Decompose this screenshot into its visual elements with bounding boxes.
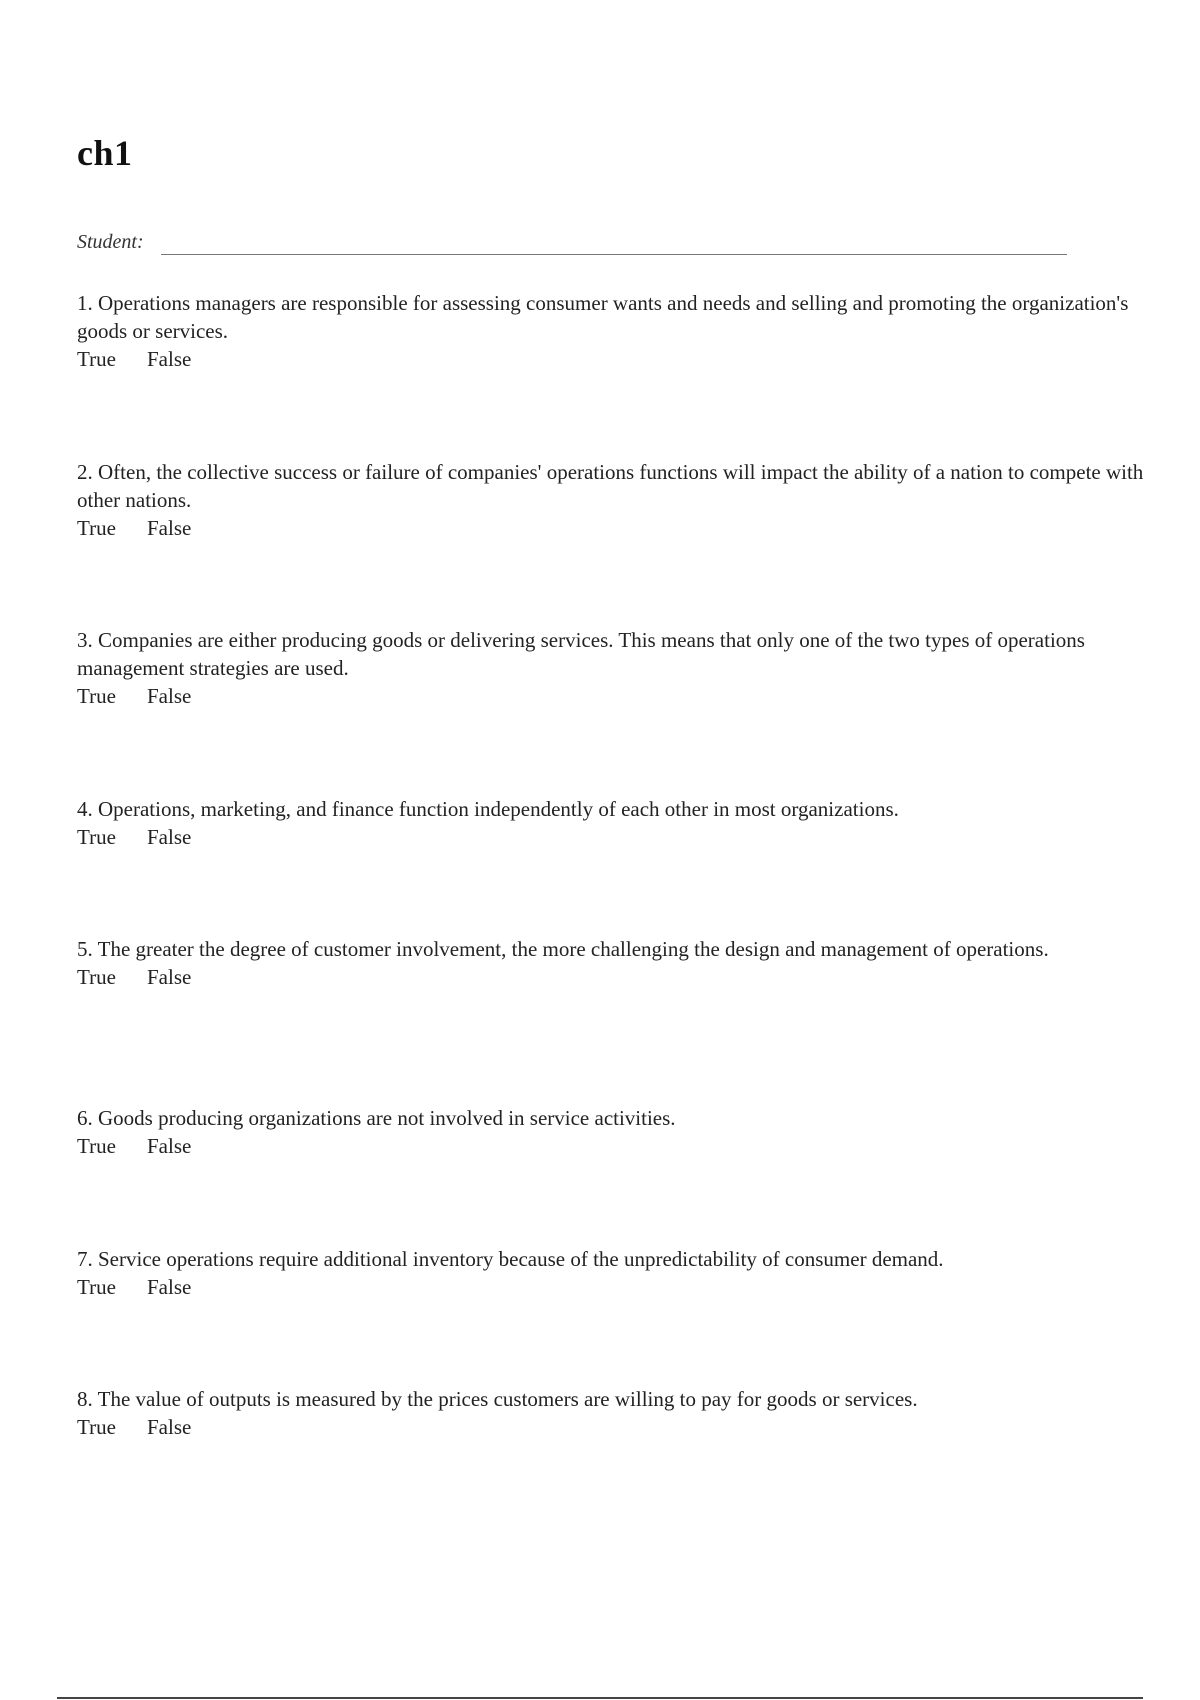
question-3 bbox=[77, 626, 1145, 710]
question-text: 1. Operations managers are responsible for assessing consumer wants and needs and selling and promoting the organization's goods or services. bbox=[77, 291, 1129, 343]
question-text: 3. Companies are either producing goods or delivering services. This means that only one of the two types of operations management strategies are used. bbox=[77, 628, 1085, 680]
true-option[interactable]: True bbox=[77, 1134, 116, 1158]
question-text: 2. Often, the collective success or failure of companies' operations functions will impact the ability of a nation to compete with other nations. bbox=[77, 460, 1144, 512]
answer-options bbox=[77, 1413, 1145, 1441]
false-option[interactable]: False bbox=[147, 965, 192, 989]
question-text: 5. The greater the degree of customer involvement, the more challenging the design and management of operations. bbox=[77, 937, 1049, 961]
student-name-row bbox=[77, 231, 1067, 261]
question-2 bbox=[77, 458, 1145, 542]
answer-options bbox=[77, 345, 1145, 373]
true-option[interactable]: True bbox=[77, 1415, 116, 1439]
true-option[interactable]: True bbox=[77, 825, 116, 849]
answer-options bbox=[77, 682, 1145, 710]
answer-options bbox=[77, 1132, 1145, 1160]
question-1 bbox=[77, 289, 1145, 373]
answer-options bbox=[77, 514, 1145, 542]
false-option[interactable]: False bbox=[147, 516, 192, 540]
question-7 bbox=[77, 1245, 1145, 1301]
page-title: ch1 bbox=[77, 133, 133, 173]
question-text: 7. Service operations require additional inventory because of the unpredictability of consumer demand. bbox=[77, 1247, 944, 1271]
false-option[interactable]: False bbox=[147, 825, 192, 849]
question-5 bbox=[77, 935, 1145, 991]
question-text: 4. Operations, marketing, and finance function independently of each other in most organizations. bbox=[77, 797, 899, 821]
false-option[interactable]: False bbox=[147, 347, 192, 371]
true-option[interactable]: True bbox=[77, 965, 116, 989]
answer-options bbox=[77, 823, 1145, 851]
false-option[interactable]: False bbox=[147, 1415, 192, 1439]
true-option[interactable]: True bbox=[77, 516, 116, 540]
student-label: Student: bbox=[77, 231, 144, 253]
true-option[interactable]: True bbox=[77, 347, 116, 371]
true-option[interactable]: True bbox=[77, 684, 116, 708]
false-option[interactable]: False bbox=[147, 1275, 192, 1299]
question-text: 8. The value of outputs is measured by the prices customers are willing to pay for goods or services. bbox=[77, 1387, 918, 1411]
question-6 bbox=[77, 1104, 1145, 1160]
student-name-line[interactable] bbox=[161, 254, 1067, 255]
question-8 bbox=[77, 1385, 1145, 1441]
false-option[interactable]: False bbox=[147, 684, 192, 708]
false-option[interactable]: False bbox=[147, 1134, 192, 1158]
answer-options bbox=[77, 963, 1145, 991]
page-bottom-divider bbox=[57, 1697, 1143, 1699]
question-text: 6. Goods producing organizations are not involved in service activities. bbox=[77, 1106, 676, 1130]
true-option[interactable]: True bbox=[77, 1275, 116, 1299]
question-4 bbox=[77, 795, 1145, 851]
answer-options bbox=[77, 1273, 1145, 1301]
